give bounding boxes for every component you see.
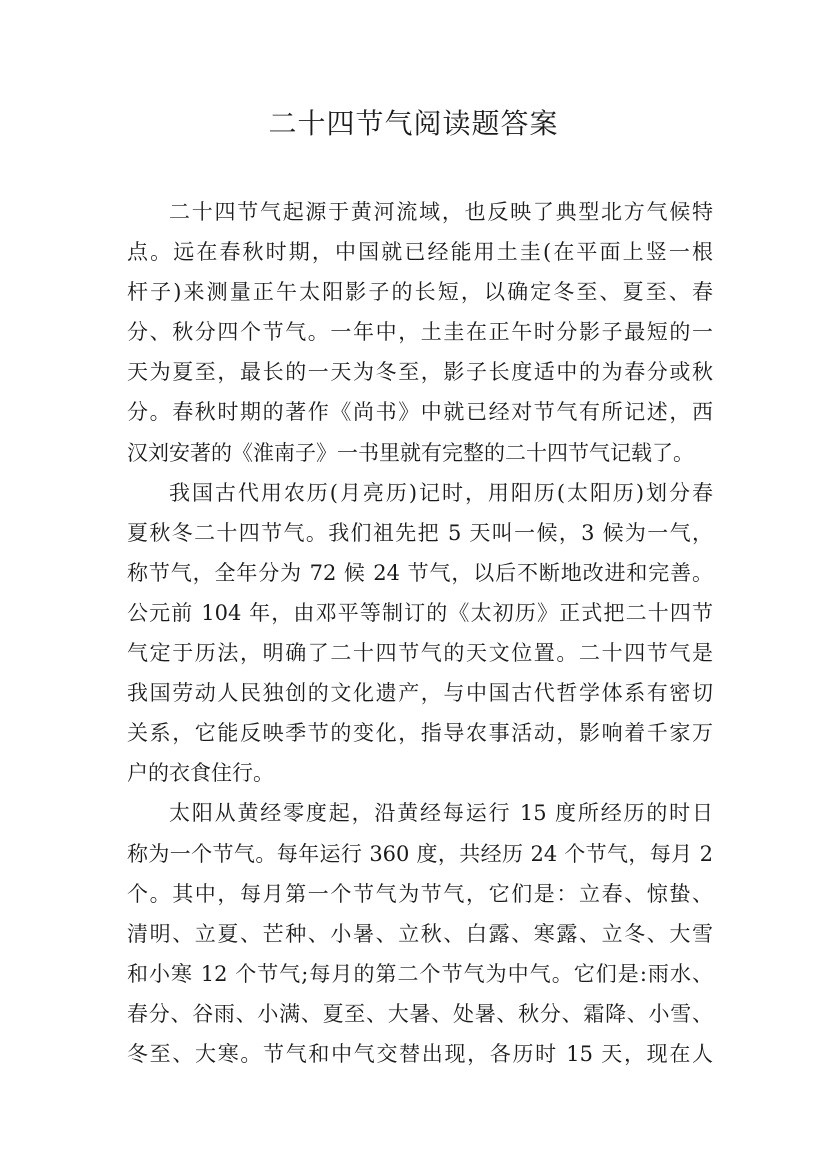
paragraph-2-line-7: 关系，它能反映季节的变化，指导农事活动，影响着千家万 (127, 721, 713, 746)
paragraph-1-line-6: 分。春秋时期的著作《尚书》中就已经对节气有所记述，西 (127, 400, 713, 425)
paragraph-2-line-3: 称节气，全年分为 72 候 24 节气，以后不断地改进和完善。 (127, 560, 713, 585)
paragraph-2-line-8: 户的衣食住行。 (127, 761, 274, 786)
paragraph-2-line-4: 公元前 104 年，由邓平等制订的《太初历》正式把二十四节 (127, 600, 713, 625)
paragraph-3-line-1: 太阳从黄经零度起，沿黄经每运行 15 度所经历的时日 (169, 801, 713, 826)
paragraph-1-line-1: 二十四节气起源于黄河流域，也反映了典型北方气候特 (169, 200, 713, 224)
paragraph-3-line-3: 个。其中，每月第一个节气为节气，它们是：立春、惊蛰、 (127, 881, 713, 906)
page-title: 二十四节气阅读题答案 (268, 107, 559, 140)
paragraph-1-line-7: 汉刘安著的《淮南子》一书里就有完整的二十四节气记载了。 (127, 440, 694, 465)
article-body (127, 192, 713, 1074)
paragraph-3-line-2: 称为一个节气。每年运行 360 度，共经历 24 个节气，每月 2 (127, 841, 713, 866)
paragraph-2-line-6: 我国劳动人民独创的文化遗产，与中国古代哲学体系有密切 (127, 681, 713, 706)
paragraph-3-line-4: 清明、立夏、芒种、小暑、立秋、白露、寒露、立冬、大雪 (127, 921, 713, 946)
paragraph-2-line-5: 气定于历法，明确了二十四节气的天文位置。二十四节气是 (127, 641, 713, 666)
paragraph-3-line-6: 春分、谷雨、小满、夏至、大暑、处暑、秋分、霜降、小雪、 (127, 1001, 713, 1026)
paragraph-3-line-5: 和小寒 12 个节气;每月的第二个节气为中气。它们是:雨水、 (127, 961, 713, 986)
paragraph-2-line-2: 夏秋冬二十四节气。我们祖先把 5 天叫一候，3 候为一气， (127, 520, 713, 545)
paragraph-2-line-1: 我国古代用农历(月亮历)记时，用阳历(太阳历)划分春 (169, 480, 713, 505)
paragraph-3-line-7: 冬至、大寒。节气和中气交替出现，各历时 15 天，现在人 (127, 1041, 713, 1066)
paragraph-1-line-5: 天为夏至，最长的一天为冬至，影子长度适中的为春分或秋 (127, 360, 713, 385)
paragraph-1-line-3: 杆子)来测量正午太阳影子的长短，以确定冬至、夏至、春 (127, 280, 713, 305)
paragraph-1-line-2: 点。远在春秋时期，中国就已经能用土圭(在平面上竖一根 (127, 240, 713, 265)
paragraph-1-line-4: 分、秋分四个节气。一年中，土圭在正午时分影子最短的一 (127, 320, 713, 345)
